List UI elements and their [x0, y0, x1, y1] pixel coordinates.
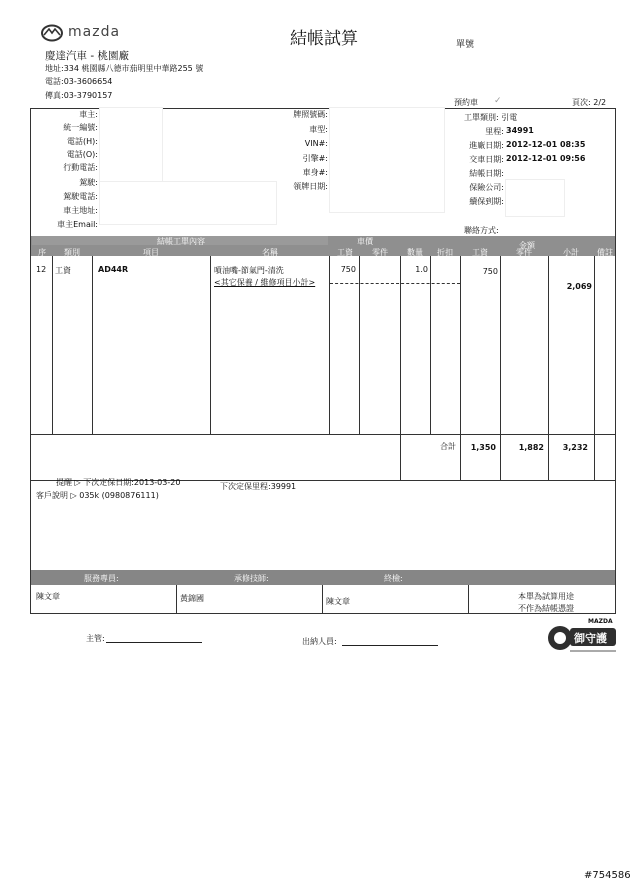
row-qty: 1.0	[415, 265, 428, 274]
reserved-label: 預約車	[454, 98, 478, 107]
col-discount-header: 折扣	[437, 248, 453, 257]
next-service-mileage: 下次定保里程:39991	[220, 482, 297, 491]
col-labor-header: 工資	[337, 248, 353, 257]
cashier-signature-line	[342, 645, 438, 646]
redacted-driver-info	[100, 182, 276, 224]
redacted-vehicle-info	[330, 108, 444, 212]
reminder-next-date: 提醒 ▷ 下次定保日期:2013-03-20	[56, 478, 181, 487]
advisor-label: 服務專員:	[84, 574, 119, 583]
section-header: 結帳工單內容	[157, 237, 205, 246]
col-amt-parts-header: 零件	[516, 248, 532, 257]
mileage-label: 里程:	[485, 127, 504, 136]
row-amt-labor: 750	[482, 267, 498, 276]
redacted-insurance-info	[506, 180, 564, 216]
inspector-name: 陳文章	[326, 597, 350, 606]
company-phone: 電話:03-3606654	[45, 77, 113, 86]
other-items-subtotal-label: <其它保養 / 維修項目小計>	[214, 278, 316, 287]
technician-label: 承修技師:	[234, 574, 269, 583]
license-date-label: 領牌日期:	[293, 182, 328, 191]
cashier-signature-label: 出納人員:	[302, 637, 337, 646]
redacted-customer-info	[100, 108, 162, 182]
vin-label: VIN#:	[304, 139, 328, 148]
in-date-label: 進廠日期:	[469, 141, 504, 150]
job-type: 工單類別: 引電	[464, 113, 518, 122]
out-date-value: 2012-12-01 09:56	[506, 154, 586, 163]
owner-address-label: 車主地址:	[63, 206, 98, 215]
manager-signature-label: 主管:	[86, 634, 105, 643]
col-name-header: 名稱	[262, 248, 278, 257]
row-item-code: AD44R	[98, 265, 129, 274]
in-date-value: 2012-12-01 08:35	[506, 140, 586, 149]
mobile-label: 行動電話:	[63, 163, 98, 172]
guardian-service-logo	[544, 614, 618, 656]
page-number: 頁次: 2/2	[572, 98, 607, 107]
plate-label: 牌照號碼:	[293, 110, 328, 119]
form-number-label: 單號	[456, 40, 475, 50]
settle-date-label: 結帳日期:	[469, 169, 504, 178]
total-label: 合計	[440, 442, 456, 451]
brand-wordmark: mazda	[68, 24, 121, 40]
mazda-logo	[40, 24, 136, 46]
body-label: 車身#:	[302, 168, 328, 177]
row-seq: 12	[36, 265, 47, 274]
row-labor-price: 750	[340, 265, 356, 274]
image-watermark: #754586	[584, 870, 631, 881]
price-header: 車價	[357, 237, 373, 246]
total-parts: 1,882	[518, 443, 544, 452]
col-subtotal-header: 小計	[563, 248, 579, 257]
logo-brand-text: MAZDA	[588, 618, 613, 625]
phone-home-label: 電話(H):	[67, 137, 98, 146]
col-seq-header: 序	[38, 248, 46, 257]
col-parts-header: 零件	[372, 248, 388, 257]
col-type-header: 類別	[64, 248, 80, 257]
out-date-label: 交車日期:	[469, 155, 504, 164]
company-name: 慶達汽車 - 桃園廠	[45, 50, 129, 62]
company-address: 地址:334 桃園縣八德市茄明里中華路255 號	[45, 64, 204, 73]
advisor-name: 陳文章	[36, 592, 60, 601]
total-labor: 1,350	[470, 443, 496, 452]
col-remark-header: 備註	[597, 248, 613, 257]
customer-note: 客戶說明 ▷ 035k (0980876111)	[36, 491, 159, 500]
subtotal-leader-line	[330, 283, 460, 284]
row-type: 工資	[55, 266, 71, 275]
total-sum: 3,232	[562, 443, 588, 452]
logo-text: 御守護	[574, 632, 607, 645]
col-amt-labor-header: 工資	[472, 248, 488, 257]
driver-phone-label: 駕駛電話:	[63, 192, 98, 201]
amount-header: 金額	[519, 241, 535, 250]
final-inspection-label: 終檢:	[384, 574, 403, 583]
uid-label: 統一編號:	[63, 123, 98, 132]
document-title: 結帳試算	[290, 29, 358, 49]
owner-label: 車主:	[79, 110, 98, 119]
driver-label: 駕駛:	[79, 178, 98, 187]
owner-email-label: 車主Email:	[57, 220, 98, 229]
renew-date-label: 續保到期:	[469, 197, 504, 206]
frame-right-border	[615, 108, 616, 614]
row-name: 噴油嘴-節氣門-清洗	[214, 266, 284, 275]
company-fax: 傳真:03-3790157	[45, 91, 113, 100]
phone-office-label: 電話(O):	[66, 150, 98, 159]
disclaimer-line-2: 不作為結帳憑證	[518, 604, 574, 613]
manager-signature-line	[106, 642, 202, 643]
col-qty-header: 數量	[407, 248, 423, 257]
other-items-subtotal-value: 2,069	[566, 282, 592, 291]
engine-label: 引擎#:	[302, 154, 328, 163]
contact-label: 聯絡方式:	[464, 226, 499, 235]
model-label: 車型:	[309, 125, 328, 134]
insurer-label: 保險公司:	[469, 183, 504, 192]
disclaimer-line-1: 本單為試算用途	[518, 592, 574, 601]
reserved-checkmark-icon: ✓	[494, 96, 502, 106]
mileage-value: 34991	[506, 126, 534, 135]
technician-name: 黃錦國	[180, 594, 204, 603]
col-item-header: 項目	[143, 248, 159, 257]
